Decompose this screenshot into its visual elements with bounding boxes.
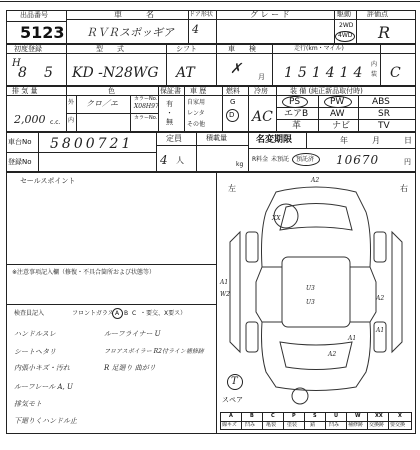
rear-window-outline: [280, 342, 352, 370]
caution-label: ※注意事項記入欄（修復・不具合箇所および状態等）: [12, 269, 156, 276]
legend-name-3: 亀裂: [266, 422, 277, 428]
wheel-rl: [246, 322, 258, 352]
left-side-label: 左: [228, 184, 236, 193]
door-count: 4: [192, 23, 199, 36]
front-glass-suffix: ・要交、X要ス）: [140, 310, 187, 317]
car-model-name: ＲＶＲスポッギア: [86, 26, 174, 39]
eq-sr: SR: [378, 109, 390, 119]
reg-year-unit: 年: [340, 136, 348, 145]
mark-10: A1: [376, 327, 385, 334]
recycle-amount: 10670: [336, 153, 380, 167]
use-others: その他: [187, 121, 206, 128]
registration-label: 登録No: [8, 158, 32, 166]
eq-leather: 革: [292, 121, 302, 131]
mark-2: XX: [272, 215, 281, 222]
drive-2wd: 2WD: [339, 22, 354, 29]
door-label: ドア形状: [189, 11, 213, 18]
capacity-value: 4: [160, 153, 168, 167]
fuel-d: D: [229, 111, 235, 119]
mark-3: A1: [220, 279, 229, 286]
note-left-3: 内張小キズ・汚れ: [14, 364, 70, 372]
interior-color-no-label: カラーNo.: [134, 115, 158, 121]
legend-code-a: A: [229, 413, 233, 419]
legend-name-8: 交換跡: [369, 422, 385, 428]
note-right-1: ルーフライナー U: [104, 330, 161, 338]
spare-mark: T: [231, 376, 238, 387]
chassis-number: 5800721: [50, 136, 134, 152]
note-left-1: ハンドルスレ: [14, 330, 56, 338]
color-no-label: カラーNo.: [134, 96, 158, 102]
legend-code-b: B: [250, 413, 254, 419]
legend-name-5: 錆: [310, 422, 316, 428]
reg-day-unit: 日: [404, 136, 412, 145]
reg-year: 8: [18, 65, 27, 81]
mark-7: A2: [376, 295, 385, 302]
month-unit: 月: [258, 73, 265, 81]
recycle-status-2: 預託済: [296, 156, 315, 163]
mark-8: A1: [348, 335, 357, 342]
legend-code-c: C: [271, 413, 275, 419]
interior-color-label: 内: [68, 117, 75, 124]
title-label: 車 歴: [190, 87, 207, 95]
note-left-5: 排気モト: [14, 400, 42, 408]
cc-unit: c.c.: [50, 119, 61, 126]
top-edge: [0, 1, 420, 2]
fuel-g: G: [230, 98, 236, 106]
eq-ps: PS: [289, 97, 301, 107]
shift-label: シフト: [176, 45, 197, 53]
warranty-yes: 有: [166, 100, 173, 108]
legend-code-x: X: [398, 413, 402, 419]
car-damage-diagram: [216, 172, 416, 412]
capacity-label: 定員: [166, 134, 182, 143]
front-glass-b: B: [124, 310, 129, 317]
note-right-2: フロアスポイラー R2付ライン補修跡: [104, 348, 204, 355]
grade-label: グ レ ー ド: [250, 10, 290, 19]
ac-label: 冷房: [254, 87, 268, 95]
use-rental: レンタ: [187, 110, 205, 117]
legend-name-2: 凹み: [245, 422, 256, 428]
era-mark: H: [12, 58, 21, 69]
inspection-mark: ✗: [230, 61, 242, 77]
legend-name-7: 補修跡: [348, 422, 364, 428]
right-side-outline: [392, 232, 402, 352]
drive-4wd: 4WD: [338, 32, 353, 39]
wheel-fr: [374, 232, 386, 262]
reg-period-label: 名変期限: [256, 135, 293, 145]
lot-number: 5123: [20, 23, 65, 42]
warranty-label: 保証書: [160, 87, 181, 95]
sales-point-label: セールスポイント: [20, 177, 76, 185]
legend-code-s: S: [313, 413, 317, 419]
mileage-label: 走行(km・マイル): [294, 45, 344, 52]
yen-unit: 円: [404, 158, 411, 166]
use-private: 自家用: [187, 99, 206, 106]
interior-label-2: 装: [371, 71, 378, 78]
note-left-4: ルーフレール A, U: [14, 383, 73, 391]
recycle-status-1: 未預託: [271, 156, 290, 163]
eq-pw: PW: [330, 97, 345, 107]
spare-label: スペア: [222, 396, 243, 404]
eq-aw: AW: [330, 109, 345, 119]
right-side-label: 右: [400, 184, 408, 193]
score-value: R: [378, 23, 391, 42]
left-side-outline: [230, 232, 240, 352]
roof-outline: [282, 257, 350, 327]
first-reg-label: 初度登録: [14, 45, 42, 53]
mark-4: W2: [220, 291, 230, 298]
lot-number-label: 出品番号: [20, 11, 48, 19]
legend-code-u: U: [334, 413, 339, 419]
legend-name-6: 凹み: [329, 422, 340, 428]
car-name-label: 車 名: [114, 10, 154, 19]
mark-1: A2: [311, 177, 320, 184]
drive-label: 駆動: [337, 10, 351, 18]
warranty-dot: ・: [166, 109, 173, 117]
legend-code-xx: XX: [375, 413, 383, 419]
mark-5: U3: [306, 285, 315, 292]
reg-month: 5: [44, 65, 53, 81]
ac-value: AC: [252, 109, 273, 125]
model-code-label: 型 式: [96, 45, 124, 53]
equipment-label: 装 備 (純正新品取付時): [290, 87, 363, 95]
score-label: 評価点: [367, 10, 388, 18]
model-code: KD -N28WG: [72, 65, 159, 81]
note-left-2: シートヘタリ: [14, 348, 56, 356]
eq-navi: ナビ: [332, 121, 351, 131]
warranty-no: 無: [166, 118, 173, 126]
color-no: X08H97: [134, 103, 159, 110]
mark-9: A2: [328, 351, 337, 358]
note-right-3: R 足廻り 曲がリ: [104, 364, 156, 372]
legend-name-4: 塗装: [287, 422, 298, 428]
eq-abs: ABS: [372, 97, 390, 107]
legend-name-9: 要交換: [390, 422, 406, 428]
windshield-outline: [280, 204, 352, 231]
mark-6: U3: [306, 299, 315, 306]
inspector-label: 検査員記入: [14, 310, 45, 317]
load-label: 積載量: [206, 134, 227, 142]
color-label: 色: [108, 87, 115, 95]
inspection-label: 車 検: [228, 45, 256, 53]
mileage-value: 151414: [284, 65, 368, 81]
shift-value: AT: [176, 65, 195, 81]
front-glass-a: A: [115, 310, 120, 317]
note-left-6: 下廻りくハンドル止: [14, 417, 77, 425]
capacity-unit: 人: [176, 156, 184, 165]
front-glass-label: フロントガラス: [72, 310, 114, 317]
wheel-fl: [246, 232, 258, 262]
displacement-value: 2,000: [14, 113, 46, 126]
eq-airbag: エアB: [284, 109, 309, 119]
chassis-label: 車台No: [8, 138, 32, 146]
legend-code-w: W: [355, 413, 361, 419]
displacement-label: 排 気 量: [12, 87, 38, 95]
recycle-label: R料金: [252, 156, 269, 163]
reg-month-unit: 月: [372, 136, 380, 145]
exterior-label: 外: [68, 99, 75, 106]
interior-grade: C: [390, 65, 401, 81]
kg-unit: kg: [236, 161, 244, 168]
front-glass-c: C: [132, 310, 137, 317]
interior-label: 内: [371, 61, 378, 68]
fuel-label: 燃料: [226, 87, 240, 95]
legend-name-1: 線キズ: [222, 422, 237, 428]
legend-code-p: P: [292, 413, 296, 419]
eq-tv: TV: [378, 121, 390, 131]
exterior-color: クロ／エ: [86, 99, 118, 108]
